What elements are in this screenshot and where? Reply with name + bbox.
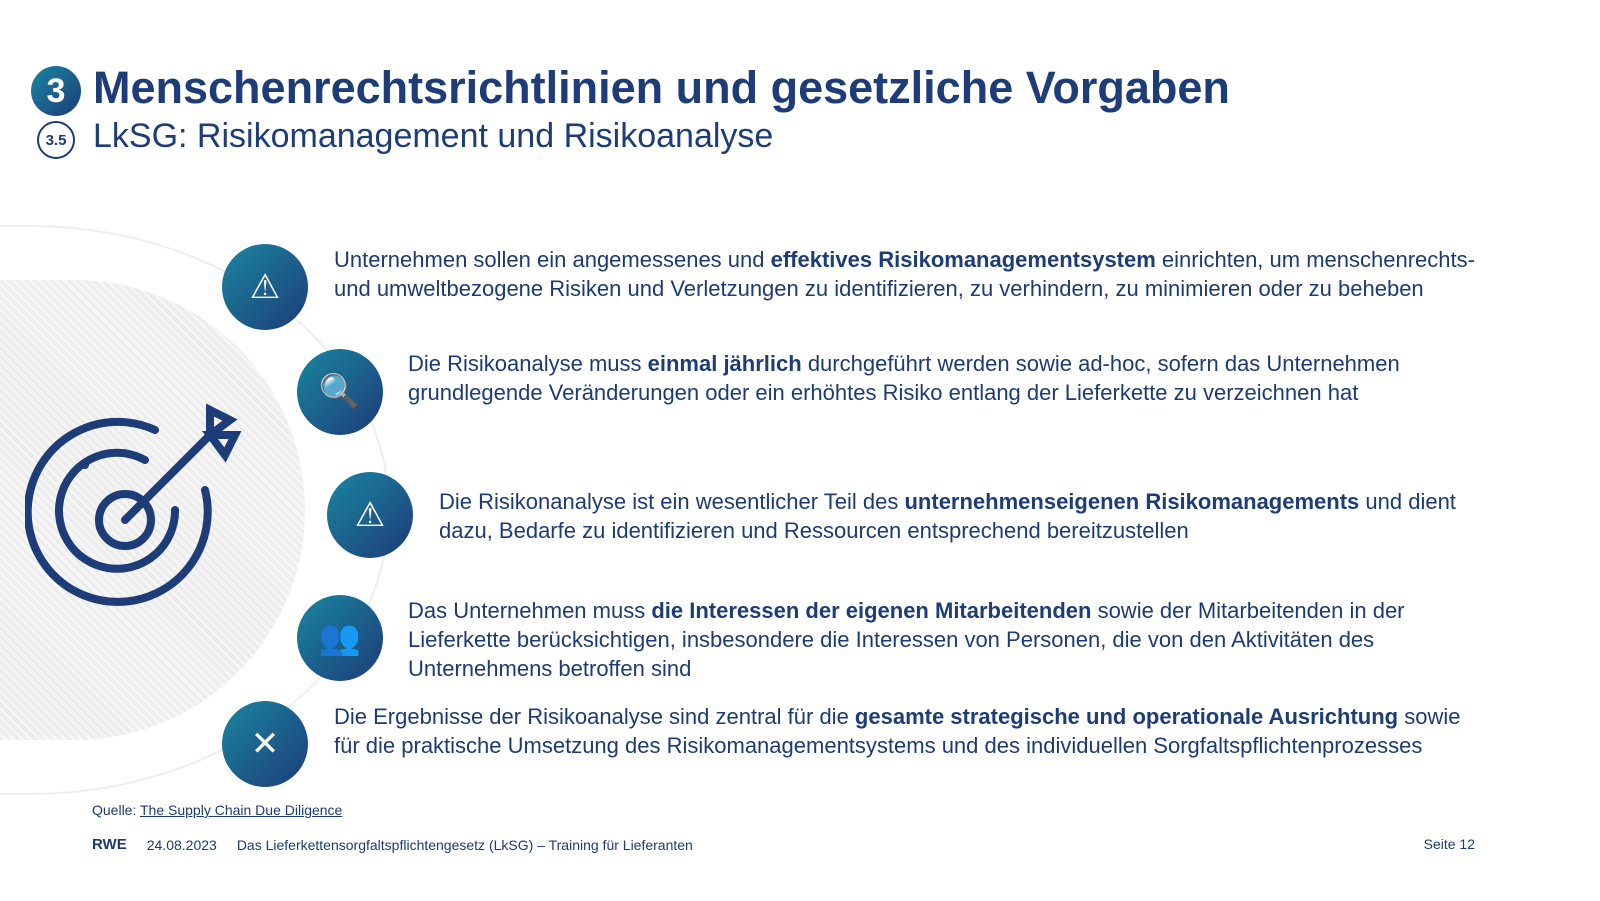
source-label: Quelle: bbox=[92, 802, 140, 818]
bullet-text bbox=[439, 487, 1485, 545]
target-arrow-icon bbox=[25, 400, 245, 620]
text-pre: Die Risikoanalyse muss bbox=[408, 351, 648, 376]
item-icon-badge bbox=[297, 349, 383, 435]
source-note bbox=[92, 802, 342, 818]
people-hand-icon: 👥 bbox=[318, 619, 362, 657]
item-icon-badge bbox=[327, 472, 413, 558]
rwe-logo: RWE bbox=[92, 836, 127, 853]
bullet-text bbox=[408, 596, 1485, 683]
text-post: und dient dazu, Bedarfe zu identifizieren und Ressourcen entsprechend bereitzustellen bbox=[439, 489, 1456, 543]
footer-title: Das Lieferkettensorgfaltspflichtengesetz (LkSG) – Training für Lieferanten bbox=[236, 836, 693, 853]
text-pre: Unternehmen sollen ein angemessenes und bbox=[334, 247, 771, 272]
item-icon-badge bbox=[297, 595, 383, 681]
page-subtitle: LkSG: Risikomanagement und Risikoanalyse bbox=[93, 117, 774, 155]
footer-date: 24.08.2023 bbox=[146, 836, 217, 853]
risk-document-icon: ⚠ bbox=[249, 268, 281, 306]
item-icon-badge bbox=[222, 701, 308, 787]
text-post: sowie für die praktische Umsetzung des Risikomanagementsystems und des individuellen Sorgfaltspflichtenprozesses bbox=[334, 704, 1461, 758]
warning-triangle-icon: ⚠ bbox=[354, 496, 386, 534]
item-icon-badge bbox=[222, 244, 308, 330]
bullet-text bbox=[408, 349, 1485, 407]
text-post: einrichten, um menschenrechts- und umweltbezogene Risiken und Verletzungen zu identifizieren, zu verhindern, zu minimieren oder zu beheben bbox=[334, 247, 1475, 301]
subsection-number-badge: 3.5 bbox=[37, 121, 75, 159]
text-bold: effektives Risikomanagementsystem bbox=[770, 247, 1156, 272]
text-pre: Die Risikonanalyse ist ein wesentlicher Teil des bbox=[439, 489, 905, 514]
text-post: durchgeführt werden sowie ad-hoc, sofern das Unternehmen grundlegende Veränderungen oder ein erhöhtes Risiko entlang der Lieferkette zu verzeichnen hat bbox=[408, 351, 1400, 405]
bullet-text bbox=[334, 702, 1485, 760]
text-pre: Die Ergebnisse der Risikoanalyse sind zentral für die bbox=[334, 704, 855, 729]
strategy-icon: ✕ bbox=[250, 725, 280, 763]
text-bold: die Interessen der eigenen Mitarbeitenden bbox=[651, 598, 1092, 623]
bullet-text bbox=[334, 245, 1485, 303]
section-number-badge: 3 bbox=[31, 66, 81, 116]
page-title: Menschenrechtsrichtlinien und gesetzliche Vorgaben bbox=[93, 62, 1230, 113]
text-post: sowie der Mitarbeitenden in der Lieferkette berücksichtigen, insbesondere die Interessen von Personen, die von den Aktivitäten des Unternehmens betroffen sind bbox=[408, 598, 1405, 681]
text-bold: einmal jährlich bbox=[647, 351, 802, 376]
page-number: Seite 12 bbox=[1423, 836, 1475, 852]
text-bold: gesamte strategische und operationale Ausrichtung bbox=[854, 704, 1399, 729]
source-link[interactable]: The Supply Chain Due Diligence bbox=[140, 802, 343, 818]
text-pre: Das Unternehmen muss bbox=[408, 598, 652, 623]
text-bold: unternehmenseigenen Risikomanagements bbox=[904, 489, 1360, 514]
magnifier-analysis-icon: 🔍 bbox=[318, 373, 362, 411]
footer bbox=[92, 836, 693, 853]
